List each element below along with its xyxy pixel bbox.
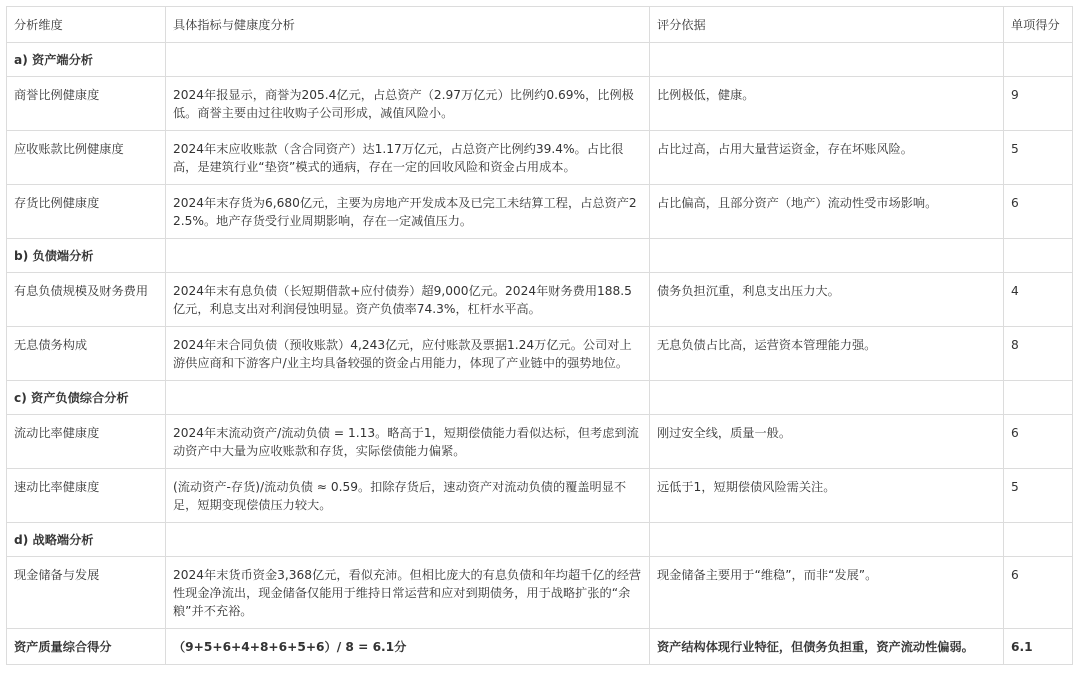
basis-cell: 刚过安全线，质量一般。 <box>650 415 1004 469</box>
score-cell: 9 <box>1004 77 1073 131</box>
dimension-cell: c) 资产负债综合分析 <box>7 381 166 415</box>
dimension-cell: 有息负债规模及财务费用 <box>7 273 166 327</box>
dimension-cell: 流动比率健康度 <box>7 415 166 469</box>
asset-quality-table <box>6 6 1073 665</box>
analysis-cell: 2024年末应收账款（含合同资产）达1.17万亿元，占总资产比例约39.4%。占比很高，是建筑行业“垫资”模式的通病，存在一定的回收风险和资金占用成本。 <box>166 131 650 185</box>
basis-cell: 占比过高，占用大量营运资金，存在坏账风险。 <box>650 131 1004 185</box>
analysis-cell <box>166 239 650 273</box>
header-analysis: 具体指标与健康度分析 <box>166 7 650 43</box>
score-cell: 6 <box>1004 415 1073 469</box>
analysis-cell <box>166 381 650 415</box>
dimension-cell: 速动比率健康度 <box>7 469 166 523</box>
basis-cell <box>650 381 1004 415</box>
dimension-cell: a) 资产端分析 <box>7 43 166 77</box>
analysis-cell: 2024年末货币资金3,368亿元，看似充沛。但相比庞大的有息负债和年均超千亿的经营性现金净流出，现金储备仅能用于维持日常运营和应对到期债务，用于战略扩张的“余粮”并不充裕。 <box>166 557 650 629</box>
summary-row <box>7 629 1073 665</box>
section-row <box>7 43 1073 77</box>
dimension-cell: 存货比例健康度 <box>7 185 166 239</box>
basis-cell: 比例极低，健康。 <box>650 77 1004 131</box>
dimension-cell: b) 负债端分析 <box>7 239 166 273</box>
dimension-cell: 应收账款比例健康度 <box>7 131 166 185</box>
analysis-cell: 2024年末流动资产/流动负债 = 1.13。略高于1，短期偿债能力看似达标，但考虑到流动资产中大量为应收账款和存货，实际偿债能力偏紧。 <box>166 415 650 469</box>
score-cell: 5 <box>1004 469 1073 523</box>
basis-cell: 资产结构体现行业特征，但债务负担重，资产流动性偏弱。 <box>650 629 1004 665</box>
score-cell <box>1004 523 1073 557</box>
dimension-cell: 无息债务构成 <box>7 327 166 381</box>
section-row <box>7 523 1073 557</box>
basis-cell <box>650 43 1004 77</box>
basis-cell: 远低于1，短期偿债风险需关注。 <box>650 469 1004 523</box>
basis-cell <box>650 239 1004 273</box>
section-row <box>7 381 1073 415</box>
dimension-cell: 资产质量综合得分 <box>7 629 166 665</box>
basis-cell: 债务负担沉重，利息支出压力大。 <box>650 273 1004 327</box>
table-row <box>7 557 1073 629</box>
table-row <box>7 469 1073 523</box>
score-cell <box>1004 43 1073 77</box>
header-basis: 评分依据 <box>650 7 1004 43</box>
score-cell: 6 <box>1004 185 1073 239</box>
dimension-cell: 商誉比例健康度 <box>7 77 166 131</box>
score-cell <box>1004 239 1073 273</box>
dimension-cell: d) 战略端分析 <box>7 523 166 557</box>
basis-cell <box>650 523 1004 557</box>
table-row <box>7 415 1073 469</box>
score-cell: 8 <box>1004 327 1073 381</box>
header-score: 单项得分 <box>1004 7 1073 43</box>
section-row <box>7 239 1073 273</box>
table-row <box>7 77 1073 131</box>
dimension-cell: 现金储备与发展 <box>7 557 166 629</box>
table-row <box>7 185 1073 239</box>
score-cell: 5 <box>1004 131 1073 185</box>
analysis-cell: 2024年报显示，商誉为205.4亿元，占总资产（2.97万亿元）比例约0.69%，比例极低。商誉主要由过往收购子公司形成，减值风险小。 <box>166 77 650 131</box>
analysis-cell: （9+5+6+4+8+6+5+6）/ 8 = 6.1分 <box>166 629 650 665</box>
analysis-cell <box>166 523 650 557</box>
basis-cell: 无息负债占比高，运营资本管理能力强。 <box>650 327 1004 381</box>
analysis-cell: (流动资产-存货)/流动负债 ≈ 0.59。扣除存货后，速动资产对流动负债的覆盖明显不足，短期变现偿债压力较大。 <box>166 469 650 523</box>
analysis-cell: 2024年末有息负债（长短期借款+应付债券）超9,000亿元。2024年财务费用188.5亿元，利息支出对利润侵蚀明显。资产负债率74.3%，杠杆水平高。 <box>166 273 650 327</box>
score-cell: 6 <box>1004 557 1073 629</box>
table-row <box>7 131 1073 185</box>
analysis-cell: 2024年末合同负债（预收账款）4,243亿元，应付账款及票据1.24万亿元。公司对上游供应商和下游客户/业主均具备较强的资金占用能力，体现了产业链中的强势地位。 <box>166 327 650 381</box>
score-cell: 6.1 <box>1004 629 1073 665</box>
basis-cell: 占比偏高，且部分资产（地产）流动性受市场影响。 <box>650 185 1004 239</box>
score-cell <box>1004 381 1073 415</box>
score-cell: 4 <box>1004 273 1073 327</box>
analysis-cell <box>166 43 650 77</box>
header-dimension: 分析维度 <box>7 7 166 43</box>
table-row <box>7 327 1073 381</box>
header-row <box>7 7 1073 43</box>
table-row <box>7 273 1073 327</box>
basis-cell: 现金储备主要用于“维稳”，而非“发展”。 <box>650 557 1004 629</box>
analysis-cell: 2024年末存货为6,680亿元，主要为房地产开发成本及已完工未结算工程，占总资产22.5%。地产存货受行业周期影响，存在一定减值压力。 <box>166 185 650 239</box>
